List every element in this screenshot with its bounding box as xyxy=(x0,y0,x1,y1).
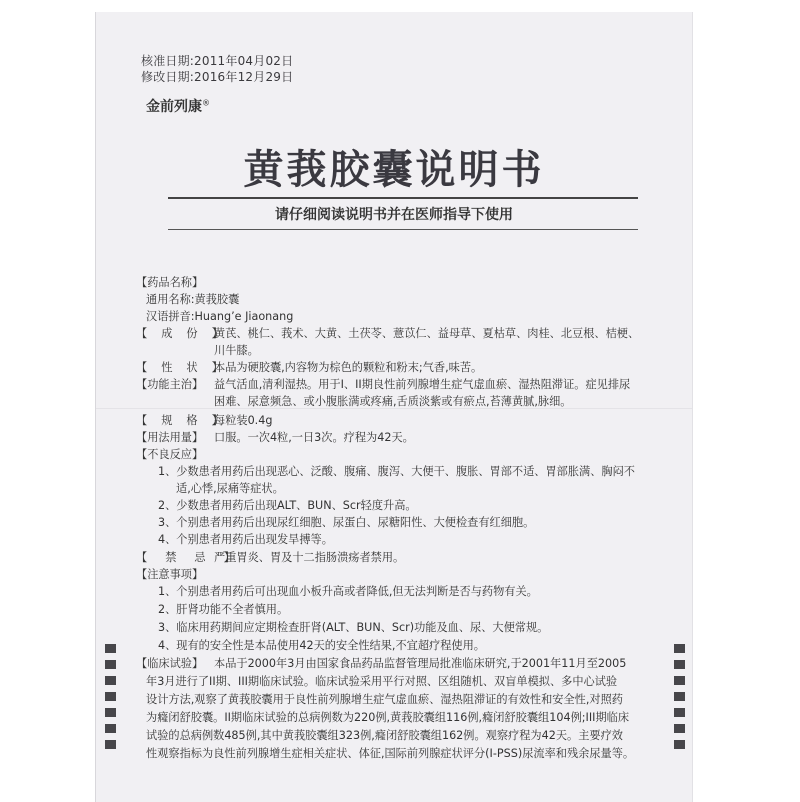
label-indications: 【 功能主治 】 xyxy=(136,377,203,393)
adverse-line-2: 适,心悸,尿痛等症状。 xyxy=(176,482,284,495)
dosage-text: 口服。一次4粒,一日3次。疗程为42天。 xyxy=(214,431,414,444)
precautions-line-4: 4、现有的安全性是本品使用42天的安全性结果,不宜超疗程使用。 xyxy=(158,639,485,652)
indications-line-2: 困难、尿意频急、或小腹胀满或疼痛,舌质淡紫或有瘀点,苔薄黄腻,脉细。 xyxy=(214,395,572,408)
brand-name: 金前列康 xyxy=(146,99,202,115)
label-dosage: 【 用法用量 】 xyxy=(136,430,203,446)
label-adverse: 【 不良反应 】 xyxy=(136,447,203,463)
adverse-line-4: 3、个别患者用药后出现尿红细胞、尿蛋白、尿糖阳性、大便检查有红细胞。 xyxy=(158,516,535,529)
leaflet-body xyxy=(96,12,692,802)
leaflet-sheet xyxy=(96,12,692,802)
label-specification: 【 规格 】 xyxy=(136,413,237,429)
ingredients-line-1: 黄芪、桃仁、莪术、大黄、土茯苓、薏苡仁、益母草、夏枯草、肉桂、北豆根、桔梗、 xyxy=(214,327,640,340)
right-registration-marks xyxy=(674,644,686,756)
clinical-line-4: 为癃闭舒胶囊。II期临床试验的总病例数为220例,黄莪胶囊组116例,癃闭舒胶囊组104例;III期临床 xyxy=(146,711,630,724)
precautions-line-3: 3、临床用药期间应定期检查肝肾(ALT、BUN、Scr)功能及血、尿、大便常规。 xyxy=(158,621,549,634)
label-clinical: 【 临床试验 】 xyxy=(136,656,203,672)
precautions-line-2: 2、肝肾功能不全者慎用。 xyxy=(158,603,289,616)
contraindications-text: 严重胃炎、胃及十二指肠溃疡者禁用。 xyxy=(214,551,405,564)
adverse-line-1: 1、少数患者用药后出现恶心、泛酸、腹痛、腹泻、大便干、腹胀、胃部不适、胃部胀满、胸闷不 xyxy=(158,465,635,478)
label-contraindications: 【 禁忌 】 xyxy=(136,550,253,566)
specification-text: 每粒装0.4g xyxy=(214,414,273,427)
clinical-line-2: 年3月进行了II期、III期临床试验。临床试验采用平行对照、区组随机、双盲单模拟、多中心试验 xyxy=(146,675,618,688)
leaflet-title: 黄莪胶囊说明书 xyxy=(243,147,545,193)
label-ingredients: 【 成份 】 xyxy=(136,326,237,342)
revision-date: 修改日期:2016年12月29日 xyxy=(141,70,294,84)
left-registration-marks xyxy=(105,644,117,756)
registered-mark: ® xyxy=(202,98,210,108)
indications-line-1: 益气活血,清利湿热。用于I、II期良性前列腺增生症气虚血瘀、湿热阻滞证。症见排尿 xyxy=(214,378,631,391)
leaflet-subtitle: 请仔细阅读说明书并在医师指导下使用 xyxy=(275,207,513,223)
clinical-line-5: 试验的总病例数485例,其中黄莪胶囊组323例,癃闭舒胶囊组162例。观察疗程为42天。主要疗效 xyxy=(146,729,623,742)
properties-text: 本品为硬胶囊,内容物为棕色的颗粒和粉末;气香,味苦。 xyxy=(214,361,483,374)
precautions-line-1: 1、个别患者用药后可出现血小板升高或者降低,但无法判断是否与药物有关。 xyxy=(158,585,538,598)
clinical-line-6: 性观察指标为良性前列腺增生症相关症状、体征,国际前列腺症状评分(I-PSS)尿流率和残余尿量等。 xyxy=(146,747,635,760)
label-drug-name: 【 药品名称 】 xyxy=(136,275,203,291)
clinical-line-3: 设计方法,观察了黄莪胶囊用于良性前列腺增生症气虚血瘀、湿热阻滞证的有效性和安全性,对照药 xyxy=(146,693,623,706)
adverse-line-3: 2、少数患者用药后出现ALT、BUN、Scr轻度升高。 xyxy=(158,499,417,512)
label-properties: 【 性状 】 xyxy=(136,360,237,376)
ingredients-line-2: 川牛膝。 xyxy=(214,344,259,357)
approval-date: 核准日期:2011年04月02日 xyxy=(141,54,294,68)
adverse-line-5: 4、个别患者用药后出现发旱搏等。 xyxy=(158,533,333,546)
common-name: 通用名称:黄莪胶囊 xyxy=(146,293,240,306)
pinyin-name: 汉语拼音:Huang’e Jiaonang xyxy=(146,310,294,323)
label-precautions: 【 注意事项 】 xyxy=(136,567,203,583)
clinical-line-1: 本品于2000年3月由国家食品药品监督管理局批准临床研究,于2001年11月至2005 xyxy=(214,657,627,670)
